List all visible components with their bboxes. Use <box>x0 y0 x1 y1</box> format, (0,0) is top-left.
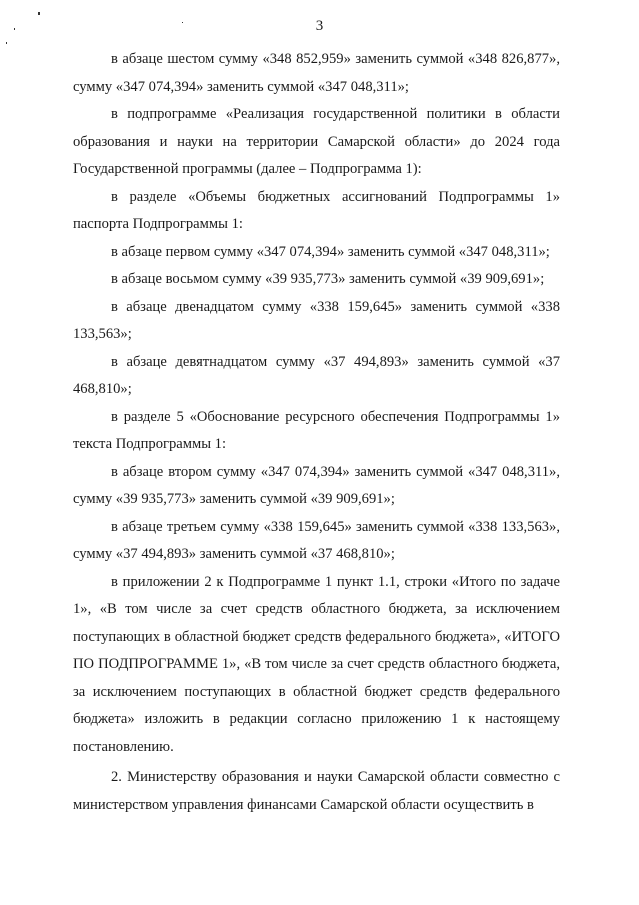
paragraph: 2. Министерству образования и науки Самарской области совместно с министерством управления финансами Самарской области осуществить в <box>73 769 560 813</box>
paragraph: в абзаце шестом сумму «348 852,959» заменить суммой «348 826,877», сумму «347 074,394» заменить суммой «347 048,311»; <box>73 51 560 95</box>
scan-artifact <box>6 42 7 44</box>
page-number: 3 <box>315 18 324 34</box>
document-body <box>73 46 560 819</box>
paragraph: в абзаце двенадцатом сумму «338 159,645» заменить суммой «338 133,563»; <box>73 298 560 342</box>
paragraph: в абзаце восьмом сумму «39 935,773» заменить суммой «39 909,691»; <box>111 271 545 287</box>
paragraph: в абзаце девятнадцатом сумму «37 494,893» заменить суммой «37 468,810»; <box>73 353 560 397</box>
paragraph: в абзаце третьем сумму «338 159,645» заменить суммой «338 133,563», сумму «37 494,893» заменить суммой «37 468,810»; <box>73 518 560 562</box>
paragraph: в абзаце втором сумму «347 074,394» заменить суммой «347 048,311», сумму «39 935,773» заменить суммой «39 909,691»; <box>73 463 560 507</box>
paragraph: в абзаце первом сумму «347 074,394» заменить суммой «347 048,311»; <box>111 243 550 260</box>
scan-artifact <box>38 12 40 15</box>
paragraph: в разделе 5 «Обоснование ресурсного обеспечения Подпрограммы 1» текста Подпрограммы 1: <box>73 408 560 452</box>
paragraph: в приложении 2 к Подпрограмме 1 пункт 1.1, строки «Итого по задаче 1», «В том числе за счет средств областного бюджета, за исключением поступающих в областной бюджет средств федерального бюджета», «ИТОГО ПО ПОДПРОГРАММЕ 1», «В том числе за счет средств областного бюджета, за исключением поступающих в областной бюджет средств федерального бюджета» изложить в редакции согласно приложению 1 к настоящему постановлению. <box>73 573 560 755</box>
paragraph: в подпрограмме «Реализация государственной политики в области образования и науки на территории Самарской области» до 2024 года Государственной программы (далее – Подпрограмма 1): <box>73 106 560 177</box>
paragraph: в разделе «Объемы бюджетных ассигнований Подпрограммы 1» паспорта Подпрограммы 1: <box>73 188 560 232</box>
